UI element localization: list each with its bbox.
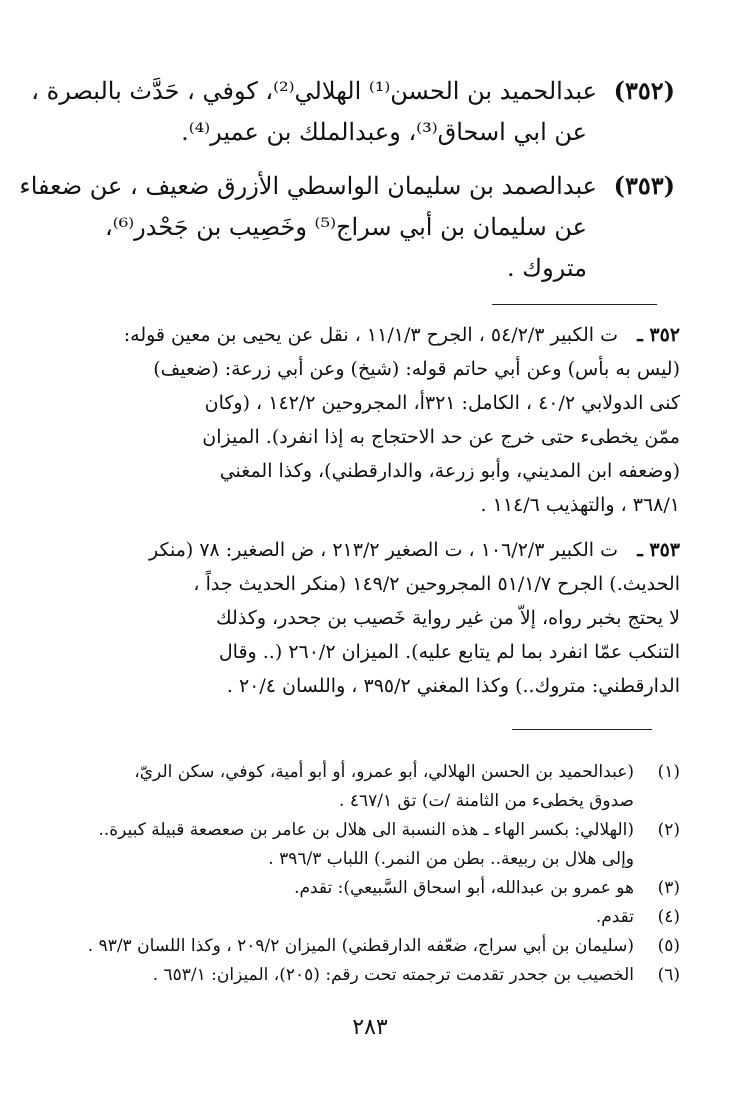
footnote-text: (عبدالحميد بن الحسن الهلالي، أبو عمرو، أو أبو أمية، كوفي، سكن الريّ،	[134, 762, 634, 782]
note-number: ٣٥٢ ـ	[637, 324, 680, 346]
entry-line: عن ابي اسحاق⁽³⁾، وعبدالملك بن عمير⁽⁴⁾.	[181, 118, 587, 146]
footnote-number: (٣)	[657, 878, 680, 898]
entry-line: متروك .	[507, 254, 587, 282]
footnote-2	[100, 816, 680, 874]
footnote-line: وإلى هلال بن ربيعة.. بطن من النمر.) اللباب ٣٩٦/٣ .	[268, 849, 634, 869]
note-line: ممّن يخطىء حتى خرج عن حد الاحتجاج به إذا انفرد). الميزان	[202, 426, 680, 448]
footnote-line	[100, 903, 680, 932]
footnote-1	[100, 758, 680, 816]
footnote-line	[100, 758, 680, 787]
footnote-5	[87, 932, 680, 961]
note-line: لا يحتج بخبر رواه، إلاّ من غير رواية خَصيب بن جحدر، وكذلك	[216, 607, 680, 629]
footnote-3	[100, 874, 680, 903]
note-353	[100, 533, 680, 703]
entry-353	[19, 165, 675, 289]
note-line: كنى الدولابي ٤٠/٢ ، الكامل: ٣٢١أ، المجروحين ١٤٢/٢ ، (وكان	[204, 392, 680, 414]
note-line: ٣٦٨/١ ، والتهذيب ١١٤/٦ .	[480, 494, 680, 516]
entry-text: عبدالصمد بن سليمان الواسطي الأزرق ضعيف ، عن ضعفاء	[19, 172, 597, 200]
note-number: ٣٥٣ ـ	[637, 539, 680, 561]
note-text: ت الكبير ١٠٦/٢/٣ ، ت الصغير ٢١٣/٢ ، ض الصغير: ٧٨ (منكر	[148, 539, 618, 561]
footnote-number: (٤)	[657, 907, 680, 927]
footnote-4	[100, 903, 680, 932]
footnote-text: الخصيب بن جحدر تقدمت ترجمته تحت رقم: (٢٠٥)، الميزان: ٦٥٣/١ .	[152, 965, 634, 985]
note-line: (وضعفه ابن المديني، وأبو زرعة، والدارقطني)، وكذا المغني	[219, 460, 680, 482]
entry-352	[31, 70, 675, 153]
footnote-divider	[512, 729, 652, 730]
section-divider	[492, 304, 657, 305]
footnote-text: (سليمان بن أبي سراج، ضعّفه الدارقطني) الميزان ٢٠٩/٢ ، وكذا اللسان ٩٣/٣ .	[87, 936, 634, 956]
footnote-line	[100, 816, 680, 845]
entry-line	[31, 70, 675, 112]
footnote-number: (٥)	[657, 936, 680, 956]
entry-number: (٣٥٣)	[613, 171, 675, 200]
footnote-text: (الهلالي: بكسر الهاء ـ هذه النسبة الى هلال بن عامر بن صعصعة قبيلة كبيرة..	[98, 820, 634, 840]
footnote-number: (٢)	[657, 820, 680, 840]
footnote-line: صدوق يخطىء من الثامنة /ت) تق ٤٦٧/١ .	[339, 791, 634, 811]
entry-line: عن سليمان بن أبي سراج⁽⁵⁾ وخَصِيب بن جَحْدر⁽⁶⁾،	[105, 213, 587, 241]
footnote-line	[100, 874, 680, 903]
footnote-line	[100, 961, 680, 990]
note-line: التنكب عمّا انفرد بما لم يتابع عليه). الميزان ٢٦٠/٢ (.. وقال	[218, 641, 680, 663]
note-line: (ليس به بأس) وعن أبي حاتم قوله: (شيخ) وعن أبي زرعة: (ضعيف)	[153, 358, 680, 380]
entry-line	[19, 165, 675, 207]
entry-number: (٣٥٢)	[613, 76, 675, 105]
footnotes	[87, 758, 680, 990]
note-line: الدارقطني: متروك..) وكذا المغني ٣٩٥/٢ ، واللسان ٢٠/٤ .	[226, 675, 680, 697]
footnote-6	[100, 961, 680, 990]
entry-text: عبدالحميد بن الحسن⁽¹⁾ الهلالي⁽²⁾، كوفي ، حَدَّث بالبصرة ،	[31, 77, 597, 105]
footnote-number: (٦)	[657, 965, 680, 985]
note-line	[100, 533, 680, 567]
footnote-text: هو عمرو بن عبدالله، أبو اسحاق السَّبيعي): تقدم.	[294, 878, 634, 898]
footnote-number: (١)	[657, 762, 680, 782]
note-line	[100, 318, 680, 352]
note-352	[100, 318, 680, 522]
note-line: الحديث.) الجرح ٥١/١/٧ المجروحين ١٤٩/٢ (منكر الحديث جداً ،	[193, 573, 680, 595]
footnote-line	[87, 932, 680, 961]
footnote-text: تقدم.	[595, 907, 634, 927]
page-number: ٢٨٣	[352, 1015, 388, 1040]
note-text: ت الكبير ٥٤/٢/٣ ، الجرح ١١/١/٣ ، نقل عن يحيى بن معين قوله:	[123, 324, 618, 346]
